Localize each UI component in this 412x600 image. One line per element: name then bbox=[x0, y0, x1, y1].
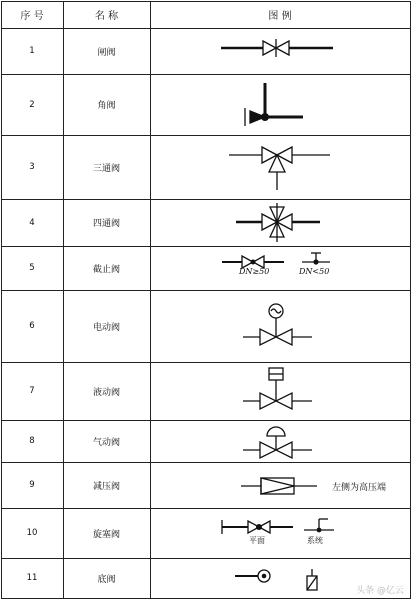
foot-valve-plan-icon bbox=[235, 570, 270, 582]
globe-valve-large-label: DN≥50 bbox=[239, 267, 270, 276]
row-name: 闸阀 bbox=[97, 47, 116, 58]
row-name: 截止阀 bbox=[92, 264, 120, 275]
row-index: 11 bbox=[26, 573, 38, 583]
gate-valve-icon bbox=[221, 39, 333, 57]
pneumatic-valve-icon bbox=[243, 427, 312, 458]
four-way-valve-icon bbox=[236, 203, 320, 242]
row-name: 旋塞阀 bbox=[92, 529, 120, 540]
pressure-reducing-valve-icon bbox=[241, 478, 317, 494]
header-name: 名 称 bbox=[94, 11, 119, 22]
row-name: 气动阀 bbox=[92, 437, 120, 448]
row-name: 减压阀 bbox=[92, 481, 120, 492]
row-name: 液动阀 bbox=[92, 387, 120, 398]
globe-valve-small-icon bbox=[302, 253, 330, 265]
high-pressure-note: 左侧为高压端 bbox=[332, 483, 387, 493]
hydraulic-valve-icon bbox=[243, 368, 312, 409]
three-way-valve-icon bbox=[229, 147, 330, 190]
row-index: 4 bbox=[29, 217, 35, 228]
foot-valve-system-icon bbox=[307, 569, 317, 590]
plug-valve-system-label: 系统 bbox=[307, 536, 323, 545]
row-name: 四通阀 bbox=[92, 219, 120, 229]
plug-valve-system-icon bbox=[304, 519, 334, 532]
header-index: 序 号 bbox=[20, 11, 44, 22]
electric-valve-icon bbox=[243, 304, 312, 345]
row-name: 角阀 bbox=[97, 101, 116, 111]
row-index: 1 bbox=[29, 46, 35, 56]
row-name: 底阀 bbox=[97, 574, 116, 585]
plug-valve-plan-label: 平面 bbox=[249, 536, 265, 545]
row-name: 电动阀 bbox=[92, 322, 120, 333]
watermark: 头条 @亿云 bbox=[356, 586, 404, 596]
row-index: 7 bbox=[29, 386, 35, 396]
row-name: 三通阀 bbox=[92, 163, 120, 174]
row-index: 2 bbox=[29, 99, 35, 110]
row-index: 9 bbox=[29, 480, 35, 490]
angle-valve-icon bbox=[245, 83, 303, 126]
globe-valve-small-label: DN<50 bbox=[299, 267, 330, 276]
row-index: 10 bbox=[26, 528, 38, 538]
row-index: 8 bbox=[29, 436, 35, 446]
row-index: 6 bbox=[29, 321, 35, 331]
header-figure: 图 例 bbox=[268, 11, 292, 22]
row-index: 5 bbox=[29, 263, 35, 273]
row-index: 3 bbox=[29, 162, 35, 172]
plug-valve-plan-icon bbox=[222, 520, 293, 534]
